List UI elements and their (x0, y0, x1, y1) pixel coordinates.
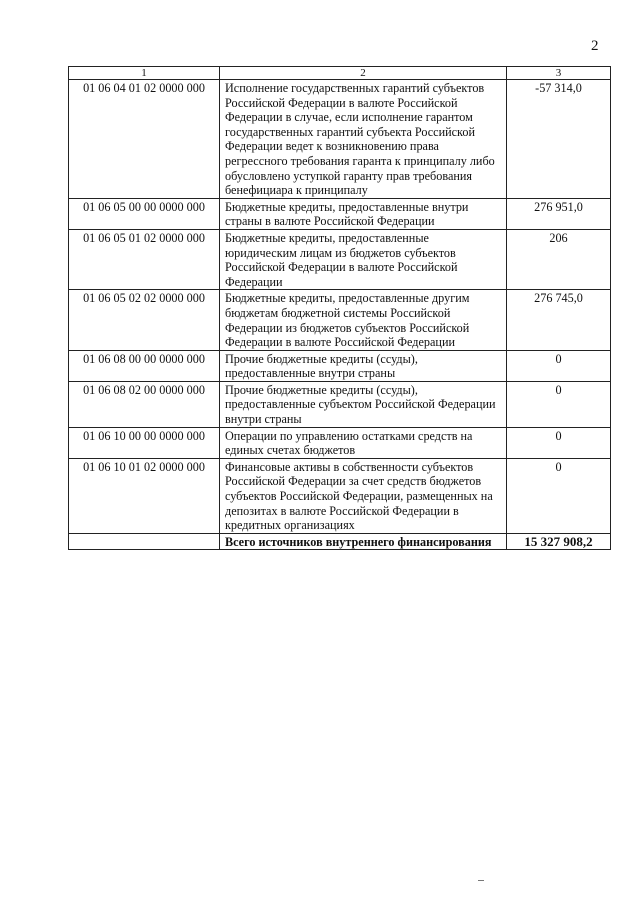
row-amount: 0 (507, 350, 611, 381)
total-row (69, 533, 611, 550)
table-row (69, 80, 611, 199)
row-description: Бюджетные кредиты, предоставленные внутри страны в валюте Российской Федерации (220, 198, 507, 229)
table-header-row (69, 67, 611, 80)
scan-mark (478, 880, 484, 881)
row-amount: 0 (507, 427, 611, 458)
row-amount: -57 314,0 (507, 80, 611, 199)
table-row (69, 198, 611, 229)
table-row (69, 458, 611, 533)
row-amount: 206 (507, 229, 611, 289)
total-label: Всего источников внутреннего финансирования (220, 533, 507, 550)
column-header-code: 1 (69, 67, 220, 80)
column-header-amount: 3 (507, 67, 611, 80)
row-amount: 276 951,0 (507, 198, 611, 229)
budget-code: 01 06 05 01 02 0000 000 (69, 229, 220, 289)
table-row (69, 350, 611, 381)
budget-code: 01 06 08 02 00 0000 000 (69, 381, 220, 427)
row-description: Операции по управлению остатками средств на единых счетах бюджетов (220, 427, 507, 458)
page-number: 2 (591, 38, 599, 54)
total-code (69, 533, 220, 550)
row-amount: 0 (507, 381, 611, 427)
row-description: Исполнение государственных гарантий субъектов Российской Федерации в валюте Российской Федерации в случае, если исполнение гарантом государственных гарантий субъекта Российской Федерации ведет к возникновению права регрессного требования гаранта к принципалу либо обусловлено уступкой гаранту прав требования бенефициара к принципалу (220, 80, 507, 199)
budget-code: 01 06 08 00 00 0000 000 (69, 350, 220, 381)
budget-code: 01 06 05 00 00 0000 000 (69, 198, 220, 229)
row-description: Бюджетные кредиты, предоставленные юридическим лицам из бюджетов субъектов Российской Федерации в валюте Российской Федерации (220, 229, 507, 289)
financing-sources-table (68, 66, 611, 550)
budget-code: 01 06 10 00 00 0000 000 (69, 427, 220, 458)
row-description: Прочие бюджетные кредиты (ссуды), предоставленные субъектом Российской Федерации внутри страны (220, 381, 507, 427)
total-amount: 15 327 908,2 (507, 533, 611, 550)
budget-code: 01 06 10 01 02 0000 000 (69, 458, 220, 533)
table-row (69, 290, 611, 350)
column-header-description: 2 (220, 67, 507, 80)
table-row (69, 427, 611, 458)
table-row (69, 381, 611, 427)
row-description: Прочие бюджетные кредиты (ссуды), предоставленные внутри страны (220, 350, 507, 381)
table-row (69, 229, 611, 289)
row-description: Бюджетные кредиты, предоставленные другим бюджетам бюджетной системы Российской Федерации из бюджетов субъектов Российской Федерации в валюте Российской Федерации (220, 290, 507, 350)
row-description: Финансовые активы в собственности субъектов Российской Федерации за счет средств бюджетов субъектов Российской Федерации, размещенных на депозитах в валюте Российской Федерации в кредитных организациях (220, 458, 507, 533)
budget-code: 01 06 05 02 02 0000 000 (69, 290, 220, 350)
budget-code: 01 06 04 01 02 0000 000 (69, 80, 220, 199)
row-amount: 276 745,0 (507, 290, 611, 350)
row-amount: 0 (507, 458, 611, 533)
